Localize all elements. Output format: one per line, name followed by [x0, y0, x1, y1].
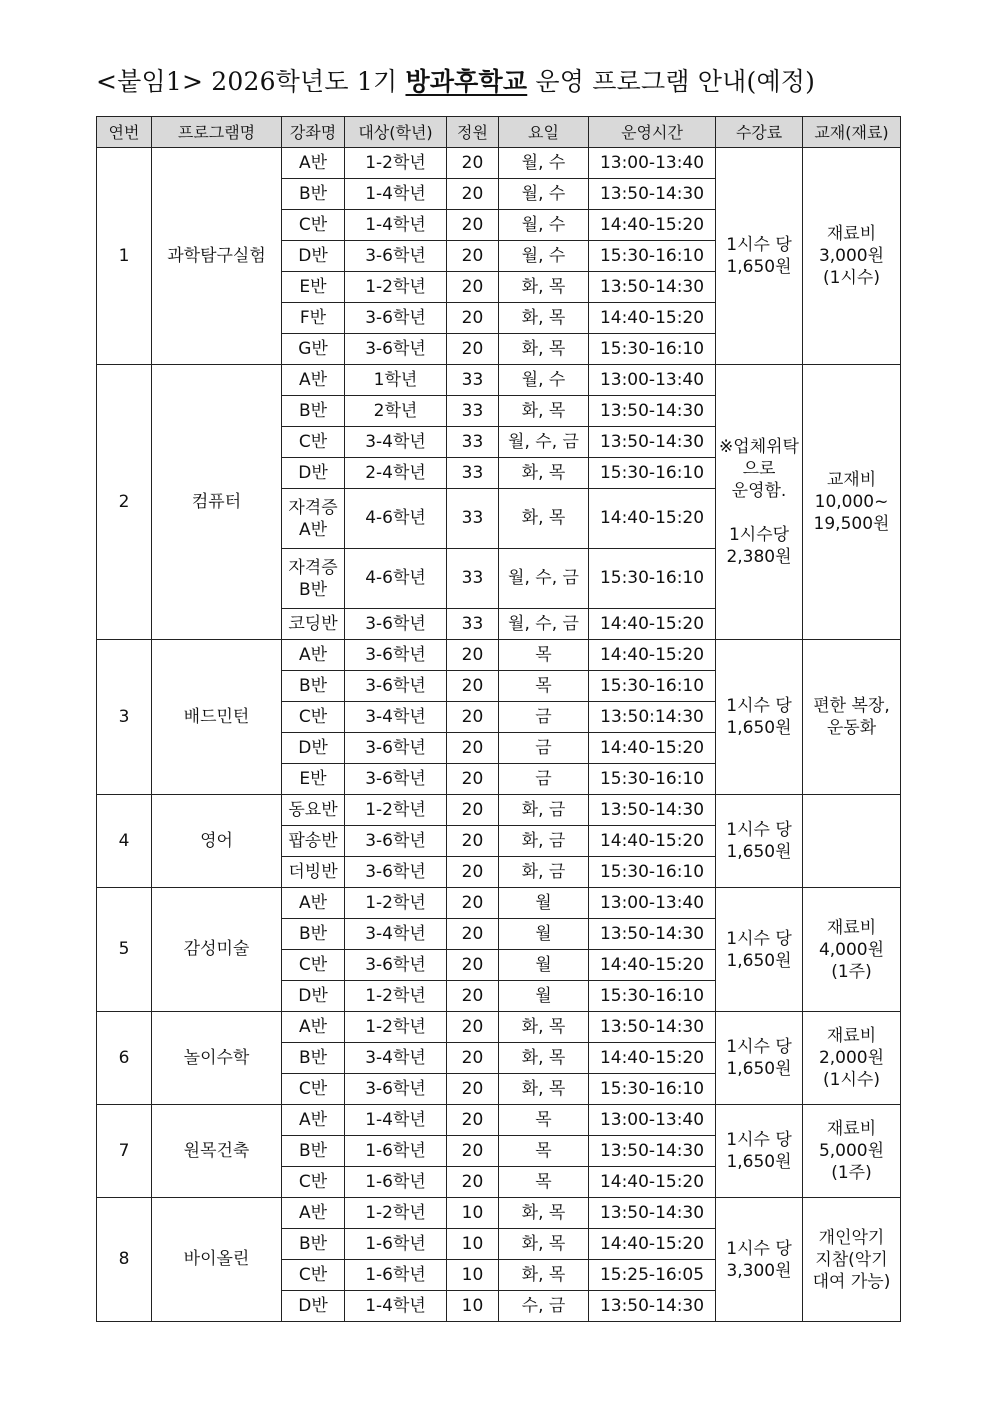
table-row	[97, 795, 901, 826]
program-name: 영어	[152, 795, 282, 888]
programs.6.fee-line: 1시수 당	[726, 1130, 792, 1150]
program-number: 1	[97, 148, 152, 365]
header-fee: 수강료	[716, 117, 803, 148]
class-day: 금	[499, 702, 589, 733]
class-day: 금	[499, 764, 589, 795]
class-day: 화, 목	[499, 1229, 589, 1260]
class-grade: 1-6학년	[345, 1136, 447, 1167]
header-day: 요일	[499, 117, 589, 148]
class-time: 13:50-14:30	[589, 396, 716, 427]
class-day: 화, 금	[499, 795, 589, 826]
programs.1.fee-line: 으로	[742, 459, 776, 479]
class-name-part: 자격증	[288, 497, 338, 518]
class-name	[282, 549, 345, 609]
program-name: 놀이수학	[152, 1012, 282, 1105]
programs.2.fee-line: 1시수 당	[726, 696, 792, 716]
class-name: B반	[282, 1229, 345, 1260]
class-time: 15:25-16:05	[589, 1260, 716, 1291]
class-name	[282, 489, 345, 549]
class-name: C반	[282, 702, 345, 733]
programs.1.fee-line	[718, 502, 800, 524]
class-name: A반	[282, 148, 345, 179]
class-capacity: 10	[447, 1198, 499, 1229]
class-grade: 3-4학년	[345, 702, 447, 733]
programs.3.fee-line: 1,650원	[726, 842, 792, 862]
header-time: 운영시간	[589, 117, 716, 148]
class-grade: 3-6학년	[345, 334, 447, 365]
class-grade: 1-2학년	[345, 1198, 447, 1229]
program-fee	[716, 640, 803, 795]
program-number: 4	[97, 795, 152, 888]
class-capacity: 20	[447, 1043, 499, 1074]
class-time: 14:40-15:20	[589, 1167, 716, 1198]
programs.6.material-line: 5,000원	[818, 1141, 885, 1161]
table-row	[97, 1012, 901, 1043]
programs.4.material-line: (1주)	[831, 961, 872, 982]
class-name: C반	[282, 427, 345, 458]
class-capacity: 20	[447, 1136, 499, 1167]
class-day: 월, 수, 금	[499, 609, 589, 640]
class-capacity: 20	[447, 1167, 499, 1198]
programs.0.fee-line: 1시수 당	[726, 235, 792, 255]
page-title	[96, 62, 815, 98]
class-name: A반	[282, 888, 345, 919]
programs.0.material-line: 3,000원	[818, 246, 885, 266]
header-capacity: 정원	[447, 117, 499, 148]
class-day: 월, 수	[499, 179, 589, 210]
class-grade: 3-6학년	[345, 640, 447, 671]
programs.7.fee-line: 1시수 당	[726, 1238, 792, 1259]
class-day: 화, 목	[499, 334, 589, 365]
class-capacity: 20	[447, 764, 499, 795]
programs.6.material-line: (1주)	[831, 1163, 872, 1183]
programs.0.material-line: (1시수)	[823, 268, 880, 288]
program-material	[803, 795, 901, 888]
class-grade: 3-6학년	[345, 826, 447, 857]
class-time: 15:30-16:10	[589, 857, 716, 888]
class-capacity: 33	[447, 365, 499, 396]
class-day: 금	[499, 733, 589, 764]
class-day: 월, 수, 금	[499, 549, 589, 609]
program-name: 감성미술	[152, 888, 282, 1012]
programs.4.material-line: 재료비	[826, 917, 877, 938]
class-time: 14:40-15:20	[589, 826, 716, 857]
class-capacity: 33	[447, 427, 499, 458]
class-capacity: 20	[447, 241, 499, 272]
class-day: 월, 수	[499, 210, 589, 241]
program-material	[803, 148, 901, 365]
class-name: 팝송반	[282, 826, 345, 857]
class-time: 13:50-14:30	[589, 1012, 716, 1043]
class-day: 화, 금	[499, 826, 589, 857]
class-name: C반	[282, 1167, 345, 1198]
header-grade: 대상(학년)	[345, 117, 447, 148]
table-row	[97, 148, 901, 179]
class-grade: 1-4학년	[345, 1291, 447, 1322]
class-grade: 1-4학년	[345, 179, 447, 210]
program-material	[803, 640, 901, 795]
class-capacity: 20	[447, 148, 499, 179]
class-capacity: 20	[447, 826, 499, 857]
programs.0.fee-line: 1,650원	[726, 257, 792, 277]
class-day: 화, 목	[499, 489, 589, 549]
program-name: 원목건축	[152, 1105, 282, 1198]
class-time: 13:00-13:40	[589, 365, 716, 396]
class-time: 14:40-15:20	[589, 489, 716, 549]
class-day: 화, 목	[499, 1260, 589, 1291]
class-grade: 3-6학년	[345, 950, 447, 981]
title-suffix: 운영 프로그램 안내(예정)	[527, 67, 816, 96]
class-capacity: 20	[447, 640, 499, 671]
programs.6.material-line: 재료비	[826, 1119, 877, 1139]
class-time: 13:50-14:30	[589, 1198, 716, 1229]
program-material	[803, 888, 901, 1012]
class-name: B반	[282, 671, 345, 702]
program-number: 5	[97, 888, 152, 1012]
programs.1.material-line: 교재비	[826, 470, 877, 490]
programs.2.material-line: 운동화	[826, 718, 877, 738]
class-name: C반	[282, 1260, 345, 1291]
class-name: 코딩반	[282, 609, 345, 640]
program-number: 6	[97, 1012, 152, 1105]
programs.7.fee-line: 3,300원	[726, 1260, 792, 1281]
programs.1.material-line: 10,000~	[814, 492, 889, 512]
class-name: C반	[282, 950, 345, 981]
class-day: 화, 목	[499, 272, 589, 303]
class-grade: 3-4학년	[345, 427, 447, 458]
program-table	[96, 116, 901, 1322]
class-day: 화, 목	[499, 396, 589, 427]
class-time: 15:30-16:10	[589, 241, 716, 272]
class-capacity: 33	[447, 549, 499, 609]
class-name-part: A반	[298, 519, 328, 540]
program-number: 3	[97, 640, 152, 795]
class-capacity: 20	[447, 950, 499, 981]
programs.1.fee-line: 2,380원	[726, 547, 792, 567]
table-row	[97, 640, 901, 671]
program-name: 컴퓨터	[152, 365, 282, 640]
class-time: 13:50-14:30	[589, 1136, 716, 1167]
class-time: 15:30-16:10	[589, 458, 716, 489]
class-name: B반	[282, 396, 345, 427]
class-capacity: 20	[447, 1012, 499, 1043]
class-capacity: 20	[447, 919, 499, 950]
programs.5.material-line: 2,000원	[818, 1048, 885, 1068]
programs.5.fee-line: 1시수 당	[726, 1037, 792, 1057]
class-name: A반	[282, 1105, 345, 1136]
class-time: 13:00-13:40	[589, 888, 716, 919]
program-number: 2	[97, 365, 152, 640]
class-grade: 1-6학년	[345, 1167, 447, 1198]
class-time: 15:30-16:10	[589, 549, 716, 609]
class-grade: 3-6학년	[345, 241, 447, 272]
programs.2.material-line: 편한 복장,	[813, 696, 890, 716]
class-name: 동요반	[282, 795, 345, 826]
programs.5.fee-line: 1,650원	[726, 1059, 792, 1079]
class-name: B반	[282, 179, 345, 210]
class-grade: 3-6학년	[345, 1074, 447, 1105]
class-time: 13:00-13:40	[589, 148, 716, 179]
program-number: 7	[97, 1105, 152, 1198]
header-program: 프로그램명	[152, 117, 282, 148]
class-day: 월	[499, 888, 589, 919]
programs.1.material-line: 19,500원	[813, 514, 890, 534]
header-no: 연번	[97, 117, 152, 148]
program-fee	[716, 148, 803, 365]
class-time: 15:30-16:10	[589, 981, 716, 1012]
class-capacity: 20	[447, 888, 499, 919]
class-name: G반	[282, 334, 345, 365]
class-name: A반	[282, 640, 345, 671]
class-name: A반	[282, 1012, 345, 1043]
class-grade: 3-6학년	[345, 857, 447, 888]
program-name: 바이올린	[152, 1198, 282, 1322]
programs.7.material-line: 지참(악기	[815, 1249, 888, 1270]
class-grade: 4-6학년	[345, 489, 447, 549]
programs.5.material-line: 재료비	[826, 1026, 877, 1046]
class-day: 화, 금	[499, 857, 589, 888]
class-name: D반	[282, 458, 345, 489]
class-time: 14:40-15:20	[589, 1229, 716, 1260]
class-capacity: 20	[447, 1074, 499, 1105]
table-row	[97, 365, 901, 396]
programs.4.fee-line: 1시수 당	[726, 928, 792, 949]
class-time: 14:40-15:20	[589, 950, 716, 981]
programs.2.fee-line: 1,650원	[726, 718, 792, 738]
class-day: 화, 목	[499, 1198, 589, 1229]
class-grade: 1-2학년	[345, 1012, 447, 1043]
class-day: 수, 금	[499, 1291, 589, 1322]
class-capacity: 20	[447, 1105, 499, 1136]
class-grade: 1-4학년	[345, 1105, 447, 1136]
class-capacity: 33	[447, 489, 499, 549]
class-name: D반	[282, 981, 345, 1012]
class-time: 15:30-16:10	[589, 764, 716, 795]
class-grade: 1-2학년	[345, 272, 447, 303]
class-time: 15:30-16:10	[589, 334, 716, 365]
class-name: B반	[282, 1136, 345, 1167]
program-fee	[716, 795, 803, 888]
class-name: D반	[282, 1291, 345, 1322]
class-name-part: B반	[298, 579, 328, 600]
class-day: 월, 수	[499, 148, 589, 179]
programs.7.material-line: 대여 가능)	[812, 1271, 891, 1292]
class-name: F반	[282, 303, 345, 334]
program-name: 배드민턴	[152, 640, 282, 795]
table-row	[97, 1198, 901, 1229]
class-name: E반	[282, 764, 345, 795]
program-fee	[716, 1012, 803, 1105]
program-fee	[716, 888, 803, 1012]
class-capacity: 10	[447, 1229, 499, 1260]
programs.0.material-line: 재료비	[826, 224, 877, 244]
table-row	[97, 1105, 901, 1136]
program-fee	[716, 1105, 803, 1198]
class-time: 13:50:14:30	[589, 702, 716, 733]
program-fee	[716, 1198, 803, 1322]
class-time: 13:50-14:30	[589, 1291, 716, 1322]
class-capacity: 33	[447, 396, 499, 427]
class-grade: 3-6학년	[345, 764, 447, 795]
programs.3.fee-line: 1시수 당	[726, 820, 792, 840]
title-underlined: 방과후학교	[405, 67, 528, 96]
class-capacity: 10	[447, 1291, 499, 1322]
class-name: E반	[282, 272, 345, 303]
class-name: B반	[282, 919, 345, 950]
class-day: 목	[499, 640, 589, 671]
class-capacity: 10	[447, 1260, 499, 1291]
programs.1.fee-line: ※업체위탁	[719, 437, 799, 457]
class-time: 13:00-13:40	[589, 1105, 716, 1136]
class-capacity: 20	[447, 733, 499, 764]
class-grade: 4-6학년	[345, 549, 447, 609]
class-name: B반	[282, 1043, 345, 1074]
class-capacity: 20	[447, 795, 499, 826]
class-capacity: 20	[447, 981, 499, 1012]
class-day: 목	[499, 1136, 589, 1167]
class-time: 13:50-14:30	[589, 795, 716, 826]
table-row	[97, 888, 901, 919]
class-name: C반	[282, 210, 345, 241]
class-day: 화, 목	[499, 1043, 589, 1074]
class-time: 13:50-14:30	[589, 272, 716, 303]
header-row	[97, 117, 901, 148]
class-grade: 2학년	[345, 396, 447, 427]
class-day: 목	[499, 671, 589, 702]
class-grade: 3-6학년	[345, 609, 447, 640]
header-material: 교재(재료)	[803, 117, 901, 148]
programs.4.fee-line: 1,650원	[726, 950, 792, 971]
class-capacity: 20	[447, 671, 499, 702]
class-capacity: 20	[447, 179, 499, 210]
class-time: 14:40-15:20	[589, 609, 716, 640]
program-material	[803, 1012, 901, 1105]
class-time: 14:40-15:20	[589, 1043, 716, 1074]
class-day: 월, 수, 금	[499, 427, 589, 458]
class-name-part: 자격증	[288, 557, 338, 578]
program-name: 과학탐구실험	[152, 148, 282, 365]
class-day: 목	[499, 1167, 589, 1198]
class-day: 월, 수	[499, 241, 589, 272]
header-class: 강좌명	[282, 117, 345, 148]
programs.6.fee-line: 1,650원	[726, 1152, 792, 1172]
class-capacity: 20	[447, 303, 499, 334]
class-name: 더빙반	[282, 857, 345, 888]
programs.7.material-line: 개인악기	[818, 1227, 885, 1248]
class-time: 15:30-16:10	[589, 671, 716, 702]
class-name: C반	[282, 1074, 345, 1105]
class-grade: 1학년	[345, 365, 447, 396]
class-time: 14:40-15:20	[589, 733, 716, 764]
class-time: 13:50-14:30	[589, 919, 716, 950]
title-prefix: <붙임1> 2026학년도 1기	[96, 67, 406, 96]
class-capacity: 20	[447, 857, 499, 888]
programs.1.fee-line: 운영함.	[731, 481, 787, 501]
class-day: 월, 수	[499, 365, 589, 396]
class-capacity: 20	[447, 272, 499, 303]
class-name: A반	[282, 365, 345, 396]
class-time: 14:40-15:20	[589, 303, 716, 334]
class-name: A반	[282, 1198, 345, 1229]
class-time: 13:50-14:30	[589, 427, 716, 458]
class-grade: 3-4학년	[345, 919, 447, 950]
class-time: 13:50-14:30	[589, 179, 716, 210]
program-material	[803, 365, 901, 640]
class-time: 14:40-15:20	[589, 640, 716, 671]
class-day: 목	[499, 1105, 589, 1136]
class-day: 화, 목	[499, 1074, 589, 1105]
class-name: D반	[282, 733, 345, 764]
class-grade: 3-6학년	[345, 733, 447, 764]
programs.1.fee-line: 1시수당	[728, 525, 790, 545]
class-capacity: 20	[447, 334, 499, 365]
class-capacity: 20	[447, 702, 499, 733]
class-day: 화, 목	[499, 458, 589, 489]
class-capacity: 20	[447, 210, 499, 241]
class-capacity: 33	[447, 458, 499, 489]
class-day: 월	[499, 919, 589, 950]
program-fee	[716, 365, 803, 640]
program-material	[803, 1105, 901, 1198]
programs.4.material-line: 4,000원	[818, 939, 885, 960]
class-grade: 2-4학년	[345, 458, 447, 489]
class-grade: 3-6학년	[345, 671, 447, 702]
class-day: 월	[499, 950, 589, 981]
class-time: 14:40-15:20	[589, 210, 716, 241]
class-day: 월	[499, 981, 589, 1012]
class-grade: 1-2학년	[345, 981, 447, 1012]
class-grade: 1-4학년	[345, 210, 447, 241]
program-number: 8	[97, 1198, 152, 1322]
program-material	[803, 1198, 901, 1322]
class-grade: 3-6학년	[345, 303, 447, 334]
class-grade: 1-2학년	[345, 148, 447, 179]
class-day: 화, 목	[499, 303, 589, 334]
class-grade: 1-6학년	[345, 1229, 447, 1260]
class-capacity: 33	[447, 609, 499, 640]
class-grade: 1-2학년	[345, 795, 447, 826]
class-grade: 1-6학년	[345, 1260, 447, 1291]
class-name: D반	[282, 241, 345, 272]
programs.5.material-line: (1시수)	[823, 1070, 880, 1090]
class-day: 화, 목	[499, 1012, 589, 1043]
class-grade: 3-4학년	[345, 1043, 447, 1074]
class-grade: 1-2학년	[345, 888, 447, 919]
class-time: 15:30-16:10	[589, 1074, 716, 1105]
